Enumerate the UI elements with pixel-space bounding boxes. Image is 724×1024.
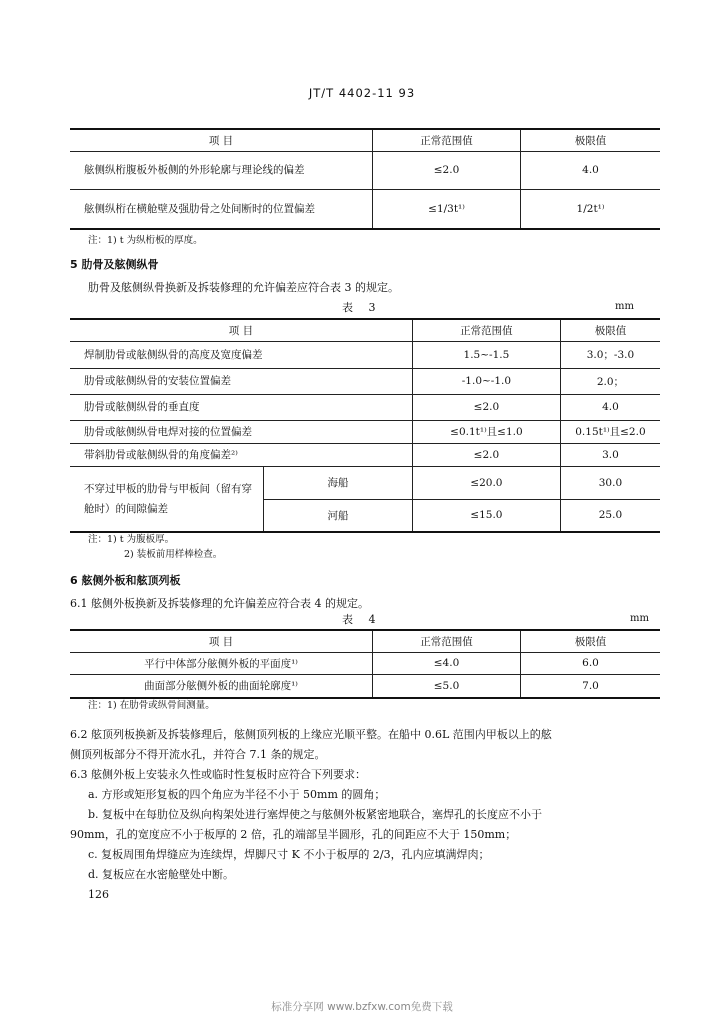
river-ship-label: 河船 [264, 499, 413, 532]
table-row: 舷侧纵桁腹板外板侧的外形轮廓与理论线的偏差 ≤2.0 4.0 [70, 151, 660, 189]
table-3-unit: mm [615, 301, 634, 312]
clause-6-3-lead: 6.3 舷侧外板上安装永久性或临时性复板时应符合下列要求： [70, 768, 366, 781]
col-header-item: 项 目 [70, 129, 373, 151]
table-3-caption: 表 3 [342, 301, 382, 314]
table-4-note: 注：1) 在肋骨或纵骨间测量。 [88, 700, 215, 711]
table-4 [70, 629, 660, 699]
table-row: 平行中体部分舷侧外板的平面度¹⁾ ≤4.0 6.0 [70, 652, 660, 674]
clause-6-3-a: a. 方形或矩形复板的四个角应为半径不小于 50mm 的圆角； [88, 788, 386, 801]
table-row: 河船 ≤15.0 25.0 [70, 499, 660, 532]
watermark-footer: 标准分享网 www.bzfxw.com免费下载 [271, 1001, 453, 1013]
table-row: 肋骨或舷侧纵骨的垂直度 ≤2.0 4.0 [70, 394, 660, 420]
table-2-note: 注：1) t 为纵桁板的厚度。 [88, 235, 203, 246]
clause-6-3-d: d. 复板应在水密舱壁处中断。 [88, 868, 235, 881]
col-header-normal: 正常范围值 [373, 630, 521, 652]
section-5-paragraph: 肋骨及舷侧纵骨换新及拆装修理的允许偏差应符合表 3 的规定。 [88, 281, 399, 294]
table-row: 带斜肋骨或舷侧纵骨的角度偏差²⁾ ≤2.0 3.0 [70, 443, 660, 466]
clause-6-3-b-line-2: 90mm，孔的宽度应不小于板厚的 2 倍，孔的端部呈半圆形，孔的间距应不大于 150mm； [70, 828, 517, 841]
section-5-heading: 5 肋骨及舷侧纵骨 [70, 258, 159, 271]
table-3-note-2: 2) 装板前用样棒检查。 [124, 549, 223, 560]
col-header-normal: 正常范围值 [412, 319, 560, 341]
sea-ship-label: 海船 [264, 466, 413, 499]
gap-deviation-label: 不穿过甲板的肋骨与甲板间（留有穿舱时）的间隙偏差 [70, 466, 264, 532]
table-row: 肋骨或舷侧纵骨的安装位置偏差 -1.0~-1.0 2.0； [70, 368, 660, 394]
col-header-limit: 极限值 [560, 319, 660, 341]
table-3-note-1: 注：1) t 为腹板厚。 [88, 534, 175, 545]
table-row: 肋骨或舷侧纵骨电焊对接的位置偏差 ≤0.1t¹⁾且≤1.0 0.15t¹⁾且≤2.0 [70, 420, 660, 443]
col-header-limit: 极限值 [521, 129, 661, 151]
col-header-limit: 极限值 [521, 630, 661, 652]
table-2 [70, 128, 660, 230]
table-4-unit: mm [630, 613, 649, 624]
clause-6-2-line-1: 6.2 舷顶列板换新及拆装修理后，舷侧顶列板的上缘应光顺平整。在船中 0.6L 范围内甲板以上的舷 [70, 728, 552, 741]
section-6-heading: 6 舷侧外板和舷顶列板 [70, 574, 181, 587]
table-row: 舷侧纵桁在横舱壁及强肋骨之处间断时的位置偏差 ≤1/3t¹⁾ 1/2t¹⁾ [70, 189, 660, 229]
clause-6-1: 6.1 舷侧外板换新及拆装修理的允许偏差应符合表 4 的规定。 [70, 597, 369, 610]
table-row: 曲面部分舷侧外板的曲面轮廓度¹⁾ ≤5.0 7.0 [70, 674, 660, 698]
clause-6-3-c: c. 复板周围角焊缝应为连续焊，焊脚尺寸 K 不小于板厚的 2/3，孔内应填满焊肉； [88, 848, 490, 861]
col-header-item: 项 目 [70, 630, 373, 652]
table-3 [70, 318, 660, 533]
table-row: 不穿过甲板的肋骨与甲板间（留有穿舱时）的间隙偏差 海船 ≤20.0 30.0 [70, 466, 660, 499]
col-header-item: 项 目 [70, 319, 412, 341]
clause-6-2-line-2: 侧顶列板部分不得开流水孔，并符合 7.1 条的规定。 [70, 748, 326, 761]
page-number: 126 [88, 888, 109, 901]
standard-number-header: JT/T 4402-11 93 [308, 86, 416, 100]
table-4-caption: 表 4 [342, 613, 382, 626]
col-header-normal: 正常范围值 [373, 129, 521, 151]
table-row: 焊制肋骨或舷侧纵骨的高度及宽度偏差 1.5~-1.5 3.0；-3.0 [70, 341, 660, 368]
clause-6-3-b-line-1: b. 复板中在每肋位及纵向构架处进行塞焊使之与舷侧外板紧密地联合，塞焊孔的长度应不小于 [88, 808, 543, 821]
